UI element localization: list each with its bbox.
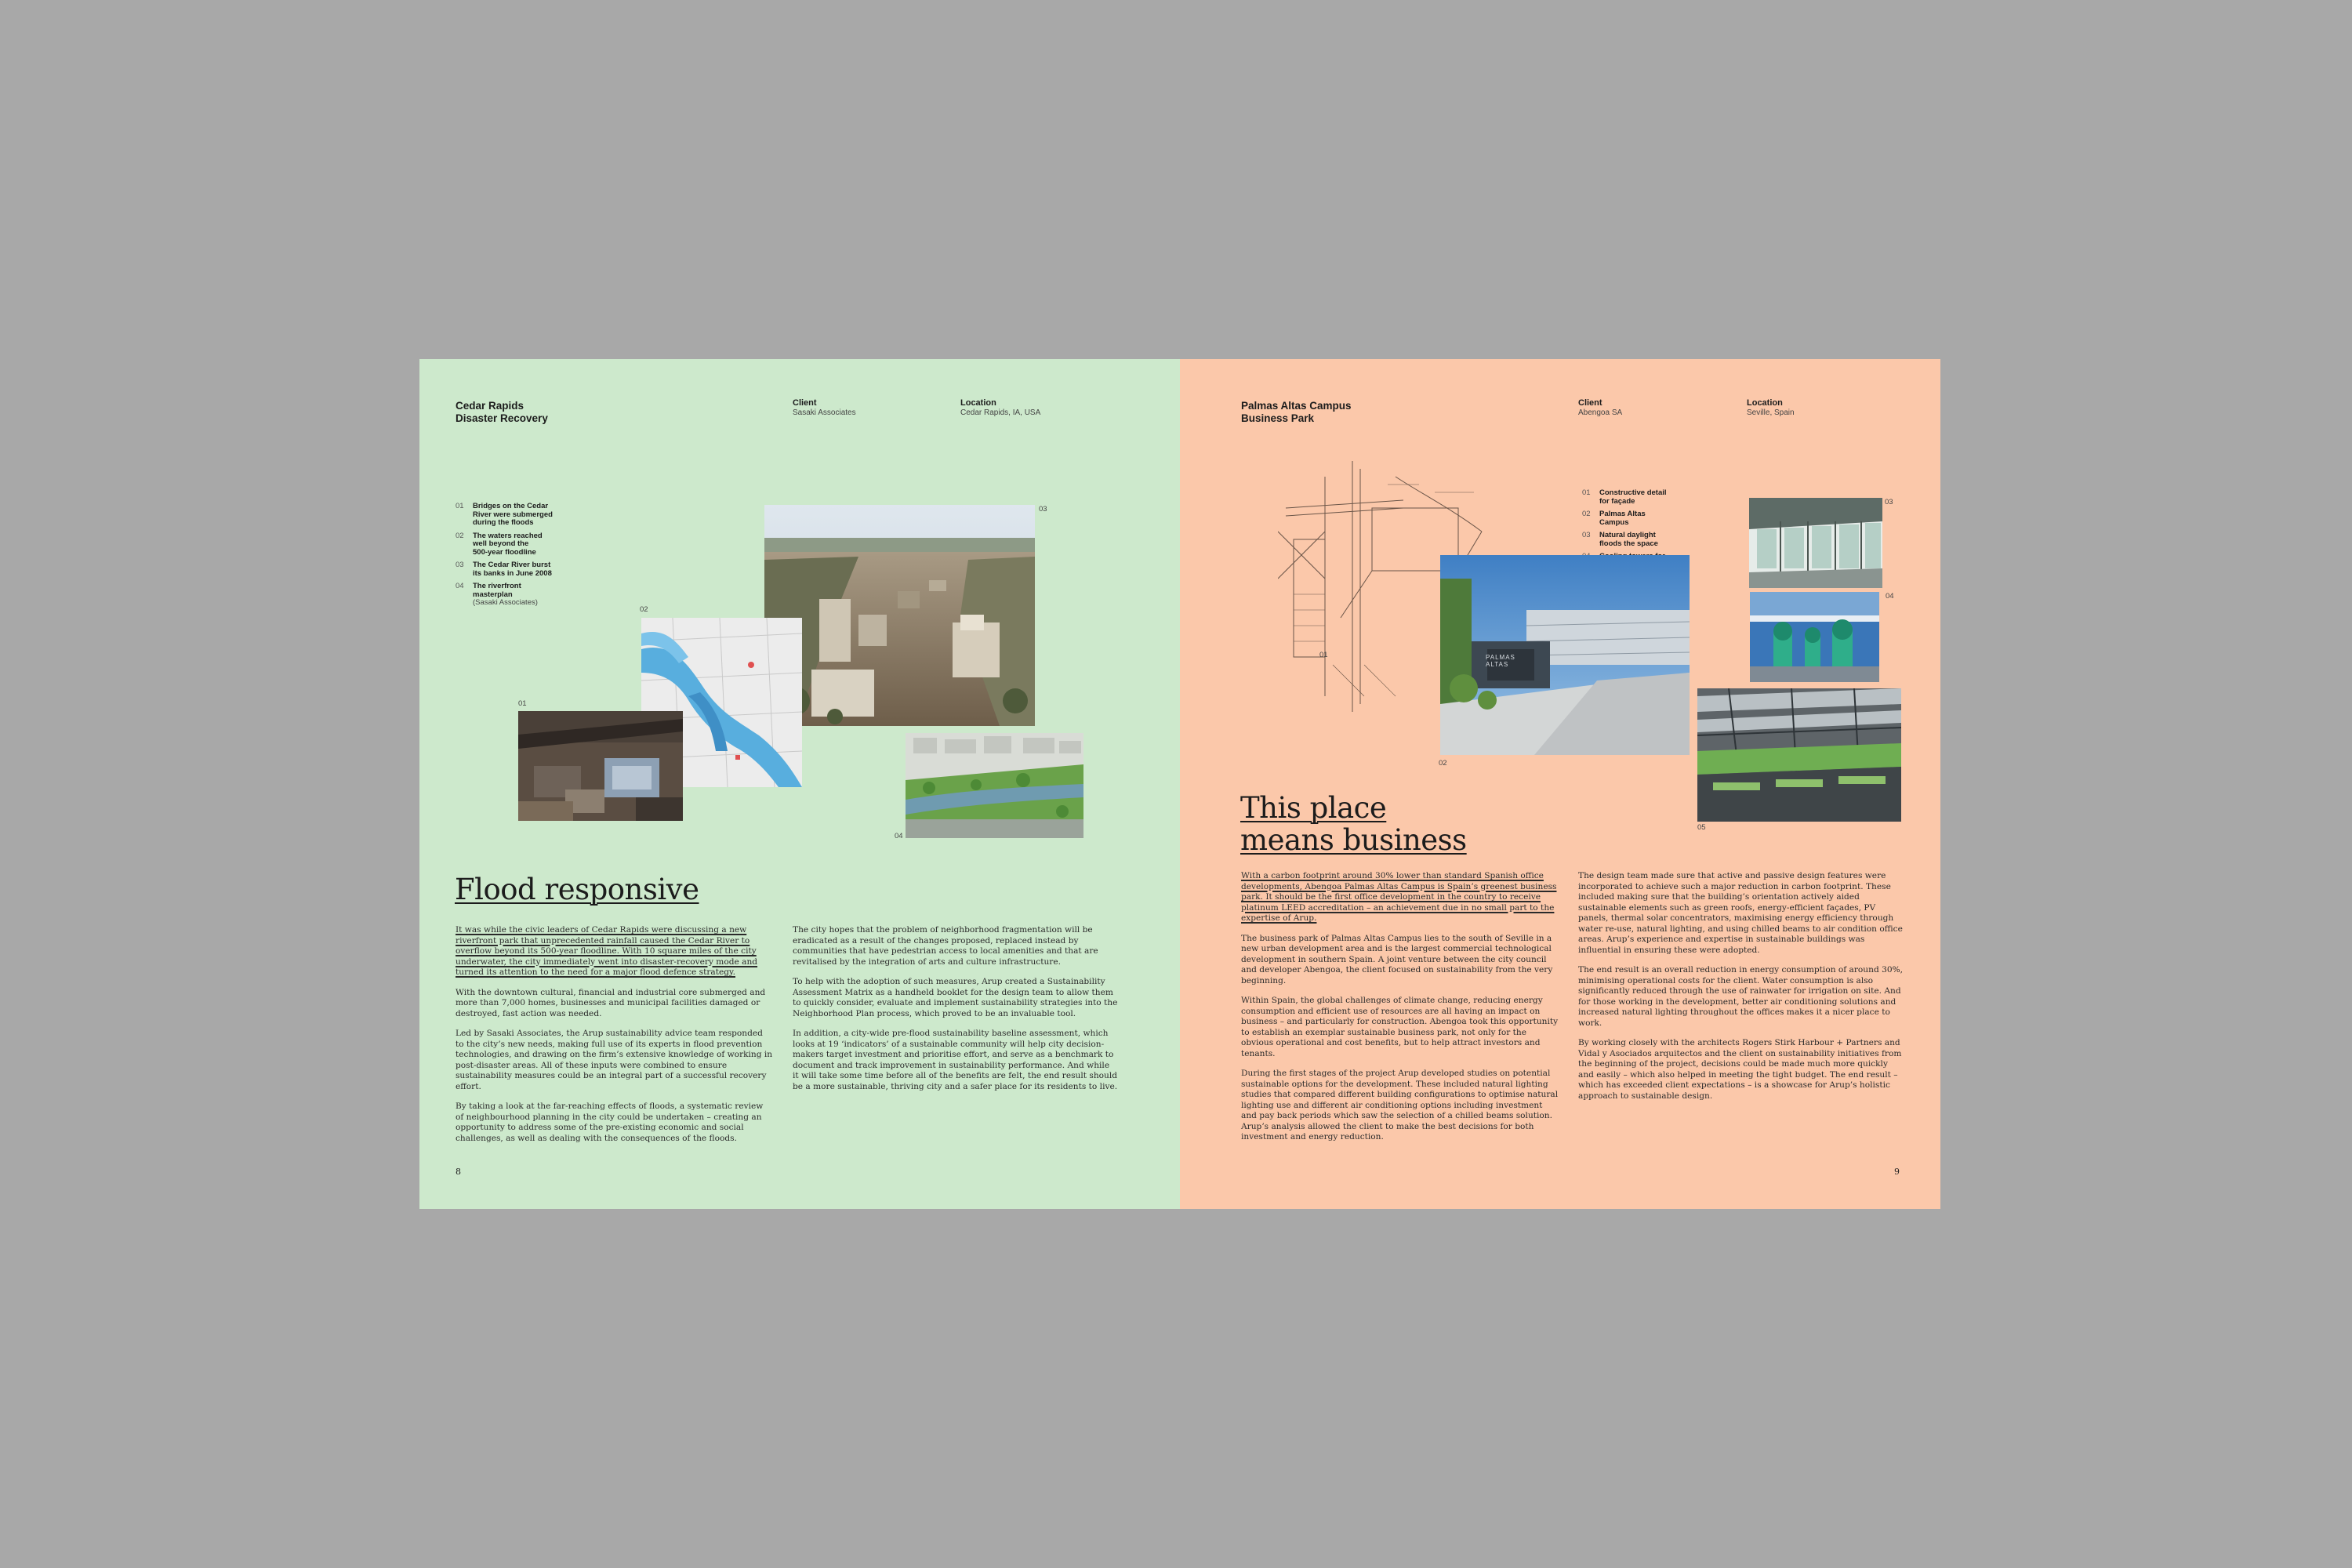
- body-paragraph: The end result is an overall reduction in energy consumption of around 30%, minimising operational costs for the client. Water consumption is also significantly reduced through the use of rainwater for irrigation on site. And for those working in the development, better air conditioning solutions and increased natural lighting throughout the offices makes it a nicer place to work.: [1578, 965, 1904, 1028]
- interior-daylight-photo: [1749, 498, 1882, 588]
- project-title: Cedar Rapids Disaster Recovery: [456, 400, 548, 424]
- caption-item: [1582, 532, 1692, 548]
- caption-list: [456, 503, 565, 612]
- submerged-bridge-photo: [518, 711, 683, 821]
- cooling-towers-photo: [1750, 592, 1879, 682]
- body-paragraph: During the first stages of the project Arup developed studies on potential sustainable options for the development. These included natural lighting studies that compared different building configurations to optimise natural lighting use and different air conditioning options including investment and pay back periods which saw the selection of a chilled beams solution. Arup’s analysis allowed the client to make the best decisions for both investment and energy reduction.: [1241, 1069, 1559, 1142]
- text-column-1: [456, 925, 773, 1153]
- image-number-05: 05: [1697, 823, 1706, 832]
- caption-subtext: (Sasaki Associates): [473, 598, 538, 607]
- section-heading: This place means business: [1240, 791, 1467, 857]
- location-block: [1747, 398, 1795, 418]
- caption-text: Natural daylight floods the space: [1599, 531, 1658, 548]
- client-value: Abengoa SA: [1578, 408, 1623, 417]
- riverfront-masterplan-render: [906, 733, 1083, 838]
- caption-text: Constructive detail for façade: [1599, 488, 1667, 506]
- body-paragraph: To help with the adoption of such measures, Arup created a Sustainability Assessment Matrix as a handheld booklet for the design team to allow them to quickly consider, evaluate and implement sustainability strategies into the Neighborhood Plan process, which proved to be an invaluable tool.: [793, 977, 1118, 1018]
- campus-exterior-photo: [1440, 555, 1690, 755]
- lead-paragraph: [1241, 871, 1559, 924]
- caption-number: 03: [1582, 531, 1591, 539]
- image-number-02: 02: [640, 605, 648, 614]
- caption-text: The Cedar River burst its banks in June 2008: [473, 561, 552, 578]
- client-value: Sasaki Associates: [793, 408, 856, 417]
- page-number: 9: [1894, 1167, 1900, 1177]
- left-page: [419, 359, 1180, 1209]
- client-label: Client: [1578, 398, 1602, 408]
- body-paragraph: The city hopes that the problem of neighborhood fragmentation will be eradicated as a result of the changes proposed, replaced instead by communities that have pedestrian access to local amenities and that are revitalised by the integration of arts and culture infrastructure.: [793, 925, 1098, 967]
- location-label: Location: [960, 398, 996, 408]
- section-heading: Flood responsive: [455, 873, 699, 906]
- page-number: 8: [456, 1167, 461, 1177]
- image-number-03: 03: [1039, 505, 1047, 514]
- caption-item: [456, 503, 565, 528]
- body-paragraph: With the downtown cultural, financial and industrial core submerged and more than 7,000 homes, businesses and municipal facilities damaged or destroyed, fast action was needed.: [456, 987, 766, 1018]
- image-number-01: 01: [518, 699, 527, 708]
- caption-item: [1582, 510, 1692, 527]
- body-paragraph: By working closely with the architects Rogers Stirk Harbour + Partners and Vidal y Asociados arquitectos and the client on sustainability initiatives from the beginning of the project, decisions could be made much more quickly and easily – which also helped in meeting the tight budget. The end result – which has exceeded client expectations – is a showcase for Arup’s holistic approach to sustainable design.: [1578, 1038, 1902, 1101]
- location-label: Location: [1747, 398, 1783, 408]
- project-title: Palmas Altas Campus Business Park: [1241, 400, 1352, 424]
- text-column-2: [1578, 871, 1904, 1111]
- right-page: [1180, 359, 1940, 1209]
- body-paragraph: By taking a look at the far-reaching effects of floods, a systematic review of neighbourhood planning in the city could be undertaken – creating an opportunity to address some of the pre-existing economic and social challenges, as well as dealing with the consequences of the floods.: [456, 1102, 764, 1143]
- image-number-02: 02: [1439, 759, 1447, 768]
- caption-item: [456, 583, 565, 608]
- caption-number: 02: [456, 531, 464, 540]
- body-paragraph: The design team made sure that active and passive design features were incorporated to achieve such a major reduction in carbon footprint. These included making sure that the building’s orientation actively aided sustainable elements such as green roofs, energy-efficient façades, PV panels, thermal solar concentrators, maximising energy efficiency through water re-use, natural lighting, and using chilled beams to air condition office areas. Arup’s experience and expertise in sustainable buildings was influential in ensuring these were adopted.: [1578, 871, 1903, 955]
- lead-text: With a carbon footprint around 30% lower than standard Spanish office developments, Abengoa Palmas Altas Campus is Spain’s greenest business park. It should be the first office development in the country to receive platinum LEED accreditation – an achievement due in no small part to the expertise of Arup.: [1241, 871, 1557, 923]
- caption-number: 03: [456, 561, 464, 569]
- body-paragraph: In addition, a city-wide pre-flood sustainability baseline assessment, which looks at 19 ‘indicators’ of a sustainable community will help city decision-makers target investment and prioritise effort, and serve as a benchmark to document and track improvement in sustainability performance. And while it will take some time before all of the benefits are felt, the end result should be a more sustainable, thriving city and a safer place for its residents to live.: [793, 1029, 1118, 1091]
- campus-sign-text: PALMAS ALTAS: [1486, 654, 1515, 668]
- image-number-04: 04: [895, 832, 903, 840]
- caption-text: The waters reached well beyond the 500-year floodline: [473, 531, 543, 557]
- body-paragraph: Within Spain, the global challenges of climate change, reducing energy consumption and efficient use of resources are all having an impact on business – and particularly for construction. Abengoa took this opportunity to establish an exemplar sustainable business park, not only for the obvious operational and cost benefits, but to help attract investors and tenants.: [1241, 996, 1559, 1058]
- client-block: [1578, 398, 1622, 418]
- location-value: Cedar Rapids, IA, USA: [960, 408, 1041, 417]
- text-column-2: [793, 925, 1118, 1102]
- image-number-03: 03: [1885, 498, 1893, 506]
- text-column-1: [1241, 871, 1559, 1152]
- flooded-city-aerial-photo: [764, 505, 1035, 726]
- caption-number: 04: [456, 582, 464, 590]
- caption-text: Bridges on the Cedar River were submerged during the floods: [473, 502, 553, 527]
- caption-text: Palmas Altas Campus: [1599, 510, 1646, 527]
- client-label: Client: [793, 398, 817, 408]
- client-block: [793, 398, 856, 418]
- body-paragraph: The business park of Palmas Altas Campus lies to the south of Seville in a new urban development area and is the largest commercial technological development in southern Spain. A joint venture between the city council and developer Abengoa, the client focused on sustainability from the very beginning.: [1241, 933, 1553, 985]
- location-value: Seville, Spain: [1747, 408, 1795, 417]
- caption-item: [1582, 489, 1692, 506]
- body-paragraph: Led by Sasaki Associates, the Arup sustainability advice team responded to the city’s new needs, making full use of its experts in flood prevention technologies, and drawing on the firm’s extensive knowledge of working in post-disaster areas. All of these inputs were combined to ensure sustainability measures could be an integral part of a successful recovery effort.: [456, 1029, 773, 1091]
- lead-text: It was while the civic leaders of Cedar Rapids were discussing a new riverfront park that unprecedented rainfall caused the Cedar River to overflow beyond its 500-year floodline. With 10 square miles of the city underwater, the city immediately went into disaster-recovery mode and turned its attention to the need for a major flood defence strategy.: [456, 925, 758, 977]
- caption-number: 01: [456, 502, 464, 510]
- location-block: [960, 398, 1040, 418]
- caption-item: [456, 532, 565, 557]
- caption-text: The riverfront masterplan: [473, 582, 521, 599]
- caption-number: 02: [1582, 510, 1591, 518]
- image-number-04: 04: [1886, 592, 1894, 601]
- image-number-01: 01: [1319, 651, 1328, 659]
- caption-item: [456, 561, 565, 578]
- lead-paragraph: [456, 925, 773, 978]
- green-roofs-solar-photo: [1697, 688, 1901, 822]
- caption-number: 01: [1582, 488, 1591, 497]
